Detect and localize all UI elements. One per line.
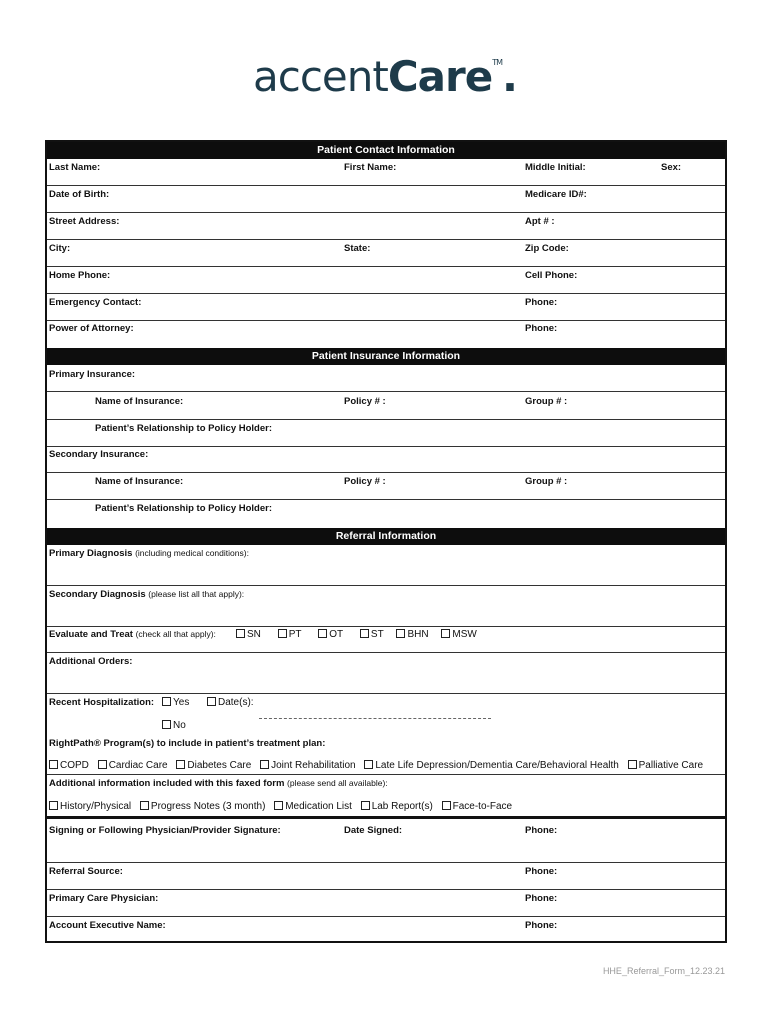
power-of-attorney-field[interactable]: Power of Attorney: (49, 323, 134, 334)
dates-entry-line[interactable] (259, 718, 491, 719)
attachment-checkboxes (49, 801, 518, 812)
checkbox-face-to-face[interactable]: Face-to-Face (442, 801, 512, 812)
signing-phone-field[interactable]: Phone: (525, 825, 558, 836)
referral-source-field[interactable]: Referral Source: (49, 866, 123, 877)
program-checkboxes (49, 760, 709, 771)
checkbox-sn[interactable]: SN (236, 629, 261, 640)
checkbox-bhn[interactable]: BHN (396, 629, 428, 640)
checkbox-history-physical[interactable]: History/Physical (49, 801, 131, 812)
first-name-field[interactable]: First Name: (344, 162, 397, 173)
poa-phone-field[interactable]: Phone: (525, 323, 558, 334)
home-phone-field[interactable]: Home Phone: (49, 270, 111, 281)
checkbox-st[interactable]: ST (360, 629, 384, 640)
pcp-phone-field[interactable]: Phone: (525, 893, 558, 904)
checkbox-copd[interactable]: COPD (49, 760, 89, 771)
emergency-phone-field[interactable]: Phone: (525, 297, 558, 308)
zip-code-field[interactable]: Zip Code: (525, 243, 569, 254)
checkbox-progress-notes[interactable]: Progress Notes (3 month) (140, 801, 266, 812)
street-address-field[interactable]: Street Address: (49, 216, 120, 227)
section-header-referral: Referral Information (47, 528, 725, 545)
physician-signature-field[interactable]: Signing or Following Physician/Provider Signature: (49, 825, 281, 836)
checkbox-pt[interactable]: PT (278, 629, 302, 640)
checkbox-joint-rehabilitation[interactable]: Joint Rehabilitation (260, 760, 356, 771)
rightpath-programs-label: RightPath® Program(s) to include in patient’s treatment plan: (49, 738, 326, 749)
referral-phone-field[interactable]: Phone: (525, 866, 558, 877)
additional-info-label: Additional information included with this faxed form (please send all available): (49, 778, 388, 789)
primary-policy-field[interactable]: Policy # : (344, 396, 386, 407)
secondary-group-field[interactable]: Group # : (525, 476, 568, 487)
accentcare-logo: accentCare™. (253, 52, 517, 101)
medicare-id-field[interactable]: Medicare ID#: (525, 189, 587, 200)
checkbox-medication-list[interactable]: Medication List (274, 801, 352, 812)
evaluate-and-treat-label: Evaluate and Treat (check all that apply): (49, 629, 216, 640)
primary-group-field[interactable]: Group # : (525, 396, 568, 407)
state-field[interactable]: State: (344, 243, 371, 254)
secondary-relationship-field[interactable]: Patient’s Relationship to Policy Holder: (95, 503, 273, 514)
secondary-policy-field[interactable]: Policy # : (344, 476, 386, 487)
primary-insurance-label: Primary Insurance: (49, 369, 136, 380)
emergency-contact-field[interactable]: Emergency Contact: (49, 297, 142, 308)
city-field[interactable]: City: (49, 243, 71, 254)
checkbox-cardiac-care[interactable]: Cardiac Care (98, 760, 168, 771)
primary-relationship-field[interactable]: Patient’s Relationship to Policy Holder: (95, 423, 273, 434)
checkbox-ot[interactable]: OT (318, 629, 343, 640)
sex-field[interactable]: Sex: (661, 162, 682, 173)
checkbox-no[interactable]: No (162, 720, 186, 731)
primary-care-physician-field[interactable]: Primary Care Physician: (49, 893, 159, 904)
recent-hospitalization-label: Recent Hospitalization: (49, 697, 155, 708)
checkbox-lab-reports[interactable]: Lab Report(s) (361, 801, 433, 812)
secondary-diagnosis-field[interactable]: Secondary Diagnosis (please list all that apply): (49, 589, 245, 600)
section-header-contact: Patient Contact Information (47, 142, 725, 159)
checkbox-palliative-care[interactable]: Palliative Care (628, 760, 703, 771)
checkbox-diabetes-care[interactable]: Diabetes Care (176, 760, 251, 771)
account-executive-field[interactable]: Account Executive Name: (49, 920, 166, 931)
checkbox-dates[interactable]: Date(s): (207, 697, 254, 708)
last-name-field[interactable]: Last Name: (49, 162, 101, 173)
middle-initial-field[interactable]: Middle Initial: (525, 162, 586, 173)
referral-form (45, 140, 727, 943)
secondary-insurance-label: Secondary Insurance: (49, 449, 149, 460)
checkbox-late-life-depression[interactable]: Late Life Depression/Dementia Care/Behavioral Health (364, 760, 618, 771)
primary-diagnosis-field[interactable]: Primary Diagnosis (including medical conditions): (49, 548, 249, 559)
checkbox-yes[interactable]: Yes (162, 697, 189, 708)
section-header-insurance: Patient Insurance Information (47, 348, 725, 365)
form-id-footer: HHE_Referral_Form_12.23.21 (602, 966, 725, 976)
cell-phone-field[interactable]: Cell Phone: (525, 270, 578, 281)
additional-orders-field[interactable]: Additional Orders: (49, 656, 133, 667)
primary-insurance-name-field[interactable]: Name of Insurance: (95, 396, 184, 407)
account-phone-field[interactable]: Phone: (525, 920, 558, 931)
dob-field[interactable]: Date of Birth: (49, 189, 110, 200)
checkbox-msw[interactable]: MSW (441, 629, 476, 640)
secondary-insurance-name-field[interactable]: Name of Insurance: (95, 476, 184, 487)
date-signed-field[interactable]: Date Signed: (344, 825, 403, 836)
apt-field[interactable]: Apt # : (525, 216, 555, 227)
discipline-checkboxes (236, 629, 483, 640)
